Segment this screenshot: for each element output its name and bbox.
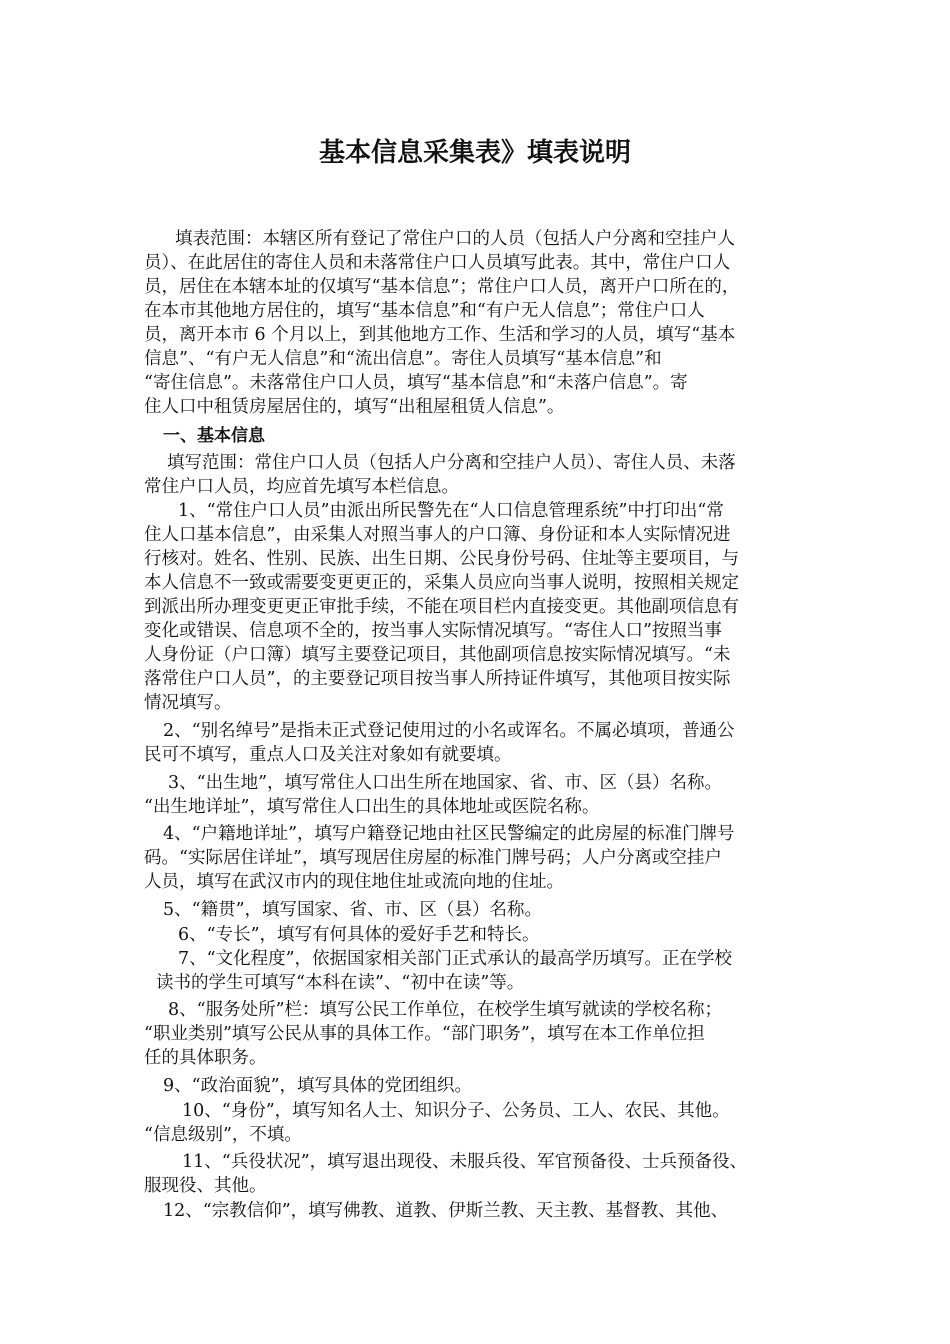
- intro-line: 填表范围：本辖区所有登记了常住户口的人员（包括人户分离和空挂户人: [175, 229, 735, 249]
- item-line: 码。“实际居住详址”，填写现居住房屋的标准门牌号码；人户分离或空挂户: [144, 848, 722, 868]
- item-line: 行核对。姓名、性别、民族、出生日期、公民身份号码、住址等主要项目，与: [144, 549, 739, 569]
- item-line: 3、“出生地”，填写常住人口出生所在地国家、省、市、区（县）名称。: [168, 773, 723, 793]
- item-line: 民可不填写，重点人口及关注对象如有就要填。: [144, 745, 512, 765]
- item-line: 12、“宗教信仰”，填写佛教、道教、伊斯兰教、天主教、基督教、其他、: [163, 1201, 729, 1221]
- item-line: 到派出所办理变更更正审批手续，不能在项目栏内直接变更。其他副项信息有: [144, 597, 739, 617]
- intro-line: 员，居住在本辖本址的仅填写“基本信息”；常住户口人员，离开户口所在的，: [144, 277, 740, 297]
- item-line: 4、“户籍地详址”，填写户籍登记地由社区民警编定的此房屋的标准门牌号: [163, 824, 735, 844]
- body-line: 常住户口人员，均应首先填写本栏信息。: [144, 477, 459, 497]
- intro-line: “寄住信息”。未落常住户口人员，填写“基本信息”和“未落户信息”。寄: [144, 373, 688, 393]
- intro-line: 在本市其他地方居住的，填写“基本信息”和“有户无人信息”；常住户口人: [144, 301, 705, 321]
- item-line: 10、“身份”，填写知名人士、知识分子、公务员、工人、农民、其他。: [182, 1101, 730, 1121]
- item-line: “职业类别”填写公民从事的具体工作。“部门职务”，填写在本工作单位担: [144, 1024, 705, 1044]
- item-line: 5、“籍贯”，填写国家、省、市、区（县）名称。: [163, 900, 543, 920]
- item-line: 本人信息不一致或需要变更更正的，采集人员应向当事人说明，按照相关规定: [144, 573, 739, 593]
- item-line: “信息级别”，不填。: [144, 1125, 302, 1145]
- item-line: 8、“服务处所”栏：填写公民工作单位，在校学生填写就读的学校名称；: [168, 1000, 723, 1020]
- intro-line: 信息”、“有户无人信息”和“流出信息”。寄住人员填写“基本信息”和: [144, 349, 662, 369]
- item-line: 情况填写。: [144, 693, 232, 713]
- section-heading: 一、基本信息: [163, 426, 265, 446]
- item-line: 人身份证（户口簿）填写主要登记项目，其他副项信息按实际情况填写。“未: [144, 645, 731, 665]
- item-line: 任的具体职务。: [144, 1048, 267, 1068]
- item-line: 7、“文化程度”，依据国家相关部门正式承认的最高学历填写。正在学校: [178, 949, 733, 969]
- item-line: 6、“专长”，填写有何具体的爱好手艺和特长。: [178, 925, 540, 945]
- item-line: 落常住户口人员”，的主要登记项目按当事人所持证件填写，其他项目按实际: [144, 669, 731, 689]
- item-line: 人员，填写在武汉市内的现住地住址或流向地的住址。: [144, 872, 564, 892]
- item-line: 1、“常住户口人员”由派出所民警先在“人口信息管理系统”中打印出“常: [178, 501, 724, 521]
- page-title: 基本信息采集表》填表说明: [318, 138, 631, 168]
- item-line: “出生地详址”，填写常住人口出生的具体地址或医院名称。: [144, 797, 600, 817]
- item-line: 变化或错误、信息项不全的，按当事人实际情况填写。“寄住人口”按照当事: [144, 621, 722, 641]
- item-line: 读书的学生可填写“本科在读”、“初中在读”等。: [156, 973, 525, 993]
- item-line: 11、“兵役状况”，填写退出现役、未服兵役、军官预备役、士兵预备役、: [182, 1152, 748, 1172]
- item-line: 服现役、其他。: [144, 1176, 267, 1196]
- item-line: 住人口基本信息”，由采集人对照当事人的户口簿、身份证和本人实际情况进: [144, 525, 731, 545]
- body-line: 填写范围：常住户口人员（包括人户分离和空挂户人员）、寄住人员、未落: [167, 453, 736, 473]
- intro-line: 住人口中租赁房屋居住的，填写“出租屋租赁人信息”。: [144, 397, 565, 417]
- item-line: 2、“别名绰号”是指未正式登记使用过的小名或诨名。不属必填项，普通公: [163, 721, 735, 741]
- intro-line: 员，离开本市 6 个月以上，到其他地方工作、生活和学习的人员，填写“基本: [144, 325, 736, 345]
- item-line: 9、“政治面貌”，填写具体的党团组织。: [163, 1076, 473, 1096]
- intro-line: 员）、在此居住的寄住人员和未落常住户口人员填写此表。其中，常住户口人: [144, 253, 731, 273]
